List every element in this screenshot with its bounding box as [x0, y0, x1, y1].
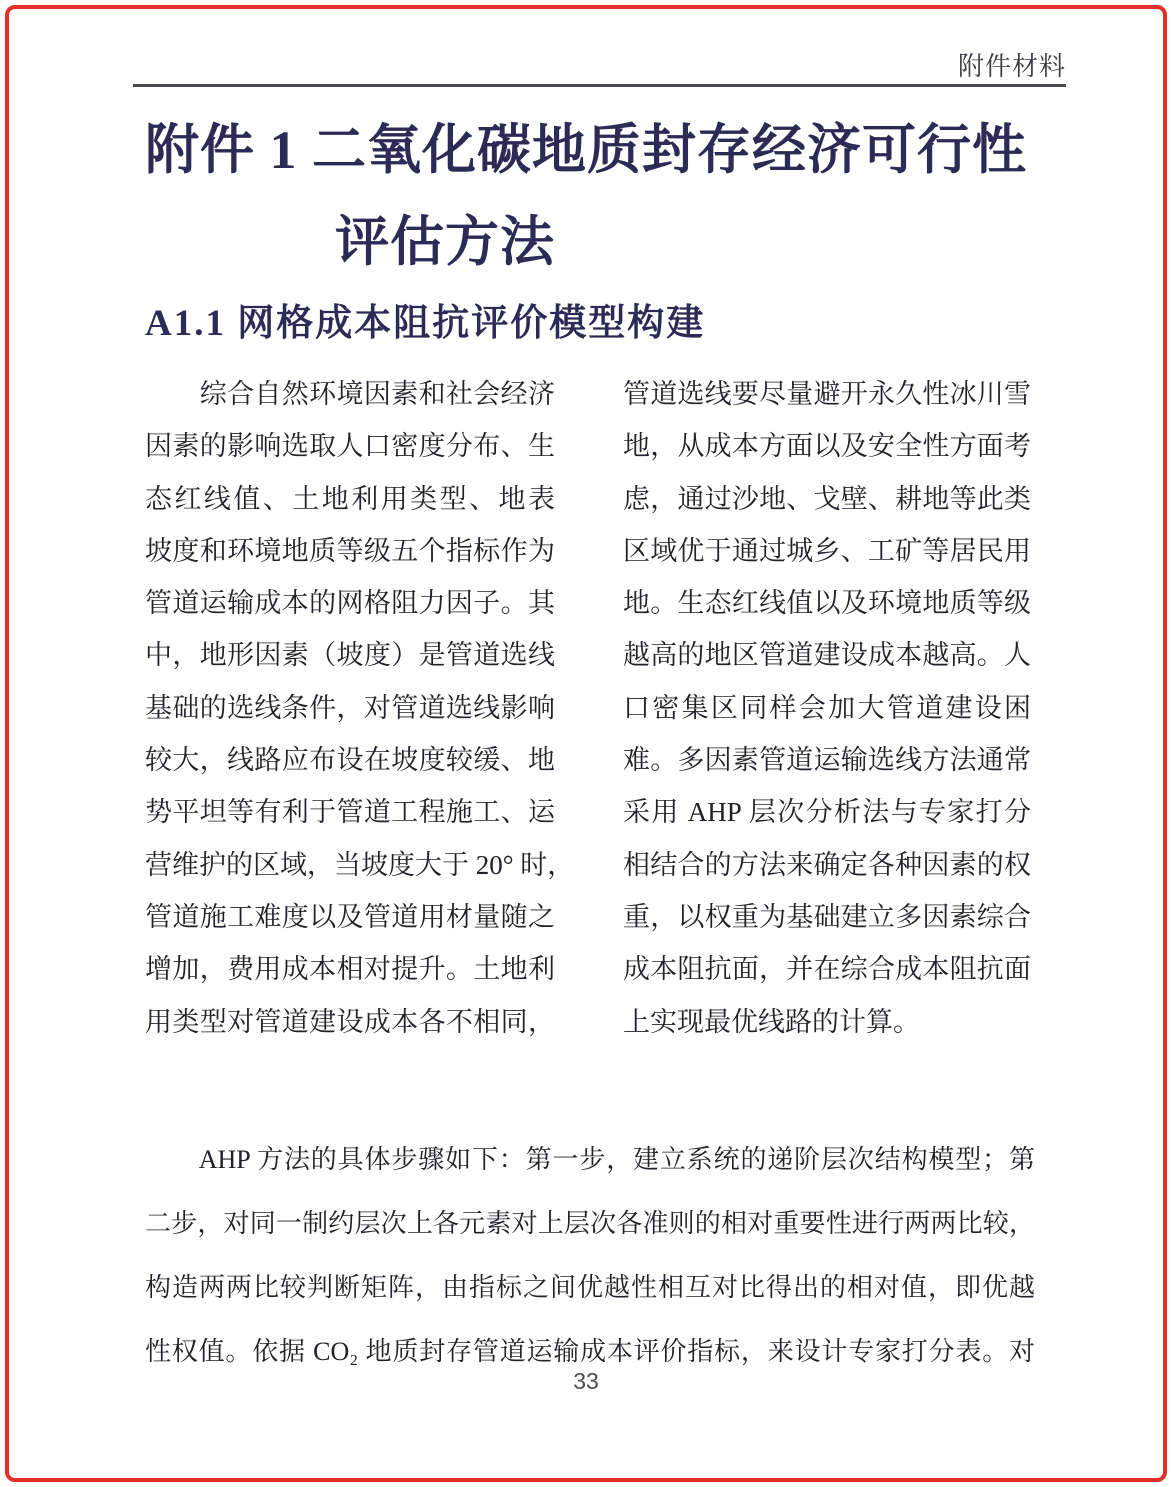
text-line: 用类型对管道建设成本各不相同， [145, 1006, 555, 1037]
text-line: 二步，对同一制约层次上各元素对上层次各准则的相对重要性进行两两比较， [145, 1209, 1035, 1238]
text-line: 管道选线要尽量避开永久性冰川雪 [623, 379, 1031, 409]
header-label: 附件材料 [957, 52, 1066, 81]
page-number: 33 [573, 1368, 599, 1394]
text-line: 上实现最优线路的计算。 [623, 1006, 920, 1037]
document-title [145, 104, 1035, 288]
text-line: 管道施工难度以及管道用材量随之 [145, 901, 555, 932]
text-line: 口密集区同样会加大管道建设困 [623, 692, 1031, 723]
text-line: 增加，费用成本相对提升。土地利 [145, 954, 555, 985]
text-line: 因素的影响选取人口密度分布、生 [145, 431, 555, 462]
text-line: 采用 AHP 层次分析法与专家打分 [623, 797, 1031, 828]
text-line: 相结合的方法来确定各种因素的权 [623, 849, 1031, 880]
text-line: 较大，线路应布设在坡度较缓、地 [145, 745, 555, 776]
text-line: AHP 方法的具体步骤如下：第一步，建立系统的递阶层次结构模型；第 [145, 1145, 1035, 1174]
text-line: 态红线值、土地利用类型、地表 [145, 483, 555, 514]
text-line: 性权值。依据 CO₂ 地质封存管道运输成本评价指标，来设计专家打分表。对 [145, 1337, 1035, 1366]
text-line: 中，地形因素（坡度）是管道选线 [145, 640, 555, 671]
header-rule [133, 84, 1066, 87]
text-line: 虑，通过沙地、戈壁、耕地等此类 [623, 483, 1031, 514]
text-line: 区域优于通过城乡、工矿等居民用 [623, 535, 1031, 566]
text-line: 难。多因素管道运输选线方法通常 [623, 745, 1031, 776]
text-line: 基础的选线条件，对管道选线影响 [145, 692, 555, 723]
right-column [623, 368, 1031, 1048]
text-line: 营维护的区域，当坡度大于 20° 时， [145, 849, 575, 880]
text-line: 地。生态红线值以及环境地质等级 [623, 588, 1031, 619]
text-line: 重，以权重为基础建立多因素综合 [623, 901, 1031, 932]
text-line: 成本阻抗面，并在综合成本阻抗面 [623, 954, 1031, 985]
text-line: 构造两两比较判断矩阵，由指标之间优越性相互对比得出的相对值，即优越 [145, 1273, 1035, 1302]
text-line: 坡度和环境地质等级五个指标作为 [145, 535, 555, 566]
text-line: 势平坦等有利于管道工程施工、运 [145, 797, 555, 828]
text-line: 管道运输成本的网格阻力因子。其 [145, 588, 555, 619]
document-title-line2: 评估方法 [335, 212, 555, 272]
document-title-line1: 附件 1 二氧化碳地质封存经济可行性 [145, 120, 1027, 180]
bottom-paragraph [145, 1128, 1035, 1384]
section-heading: A1.1 网格成本阻抗评价模型构建 [145, 303, 706, 344]
text-line: 综合自然环境因素和社会经济 [145, 379, 555, 409]
left-column [145, 368, 575, 1048]
text-line: 越高的地区管道建设成本越高。人 [623, 640, 1031, 671]
text-line: 地，从成本方面以及安全性方面考 [623, 431, 1031, 462]
